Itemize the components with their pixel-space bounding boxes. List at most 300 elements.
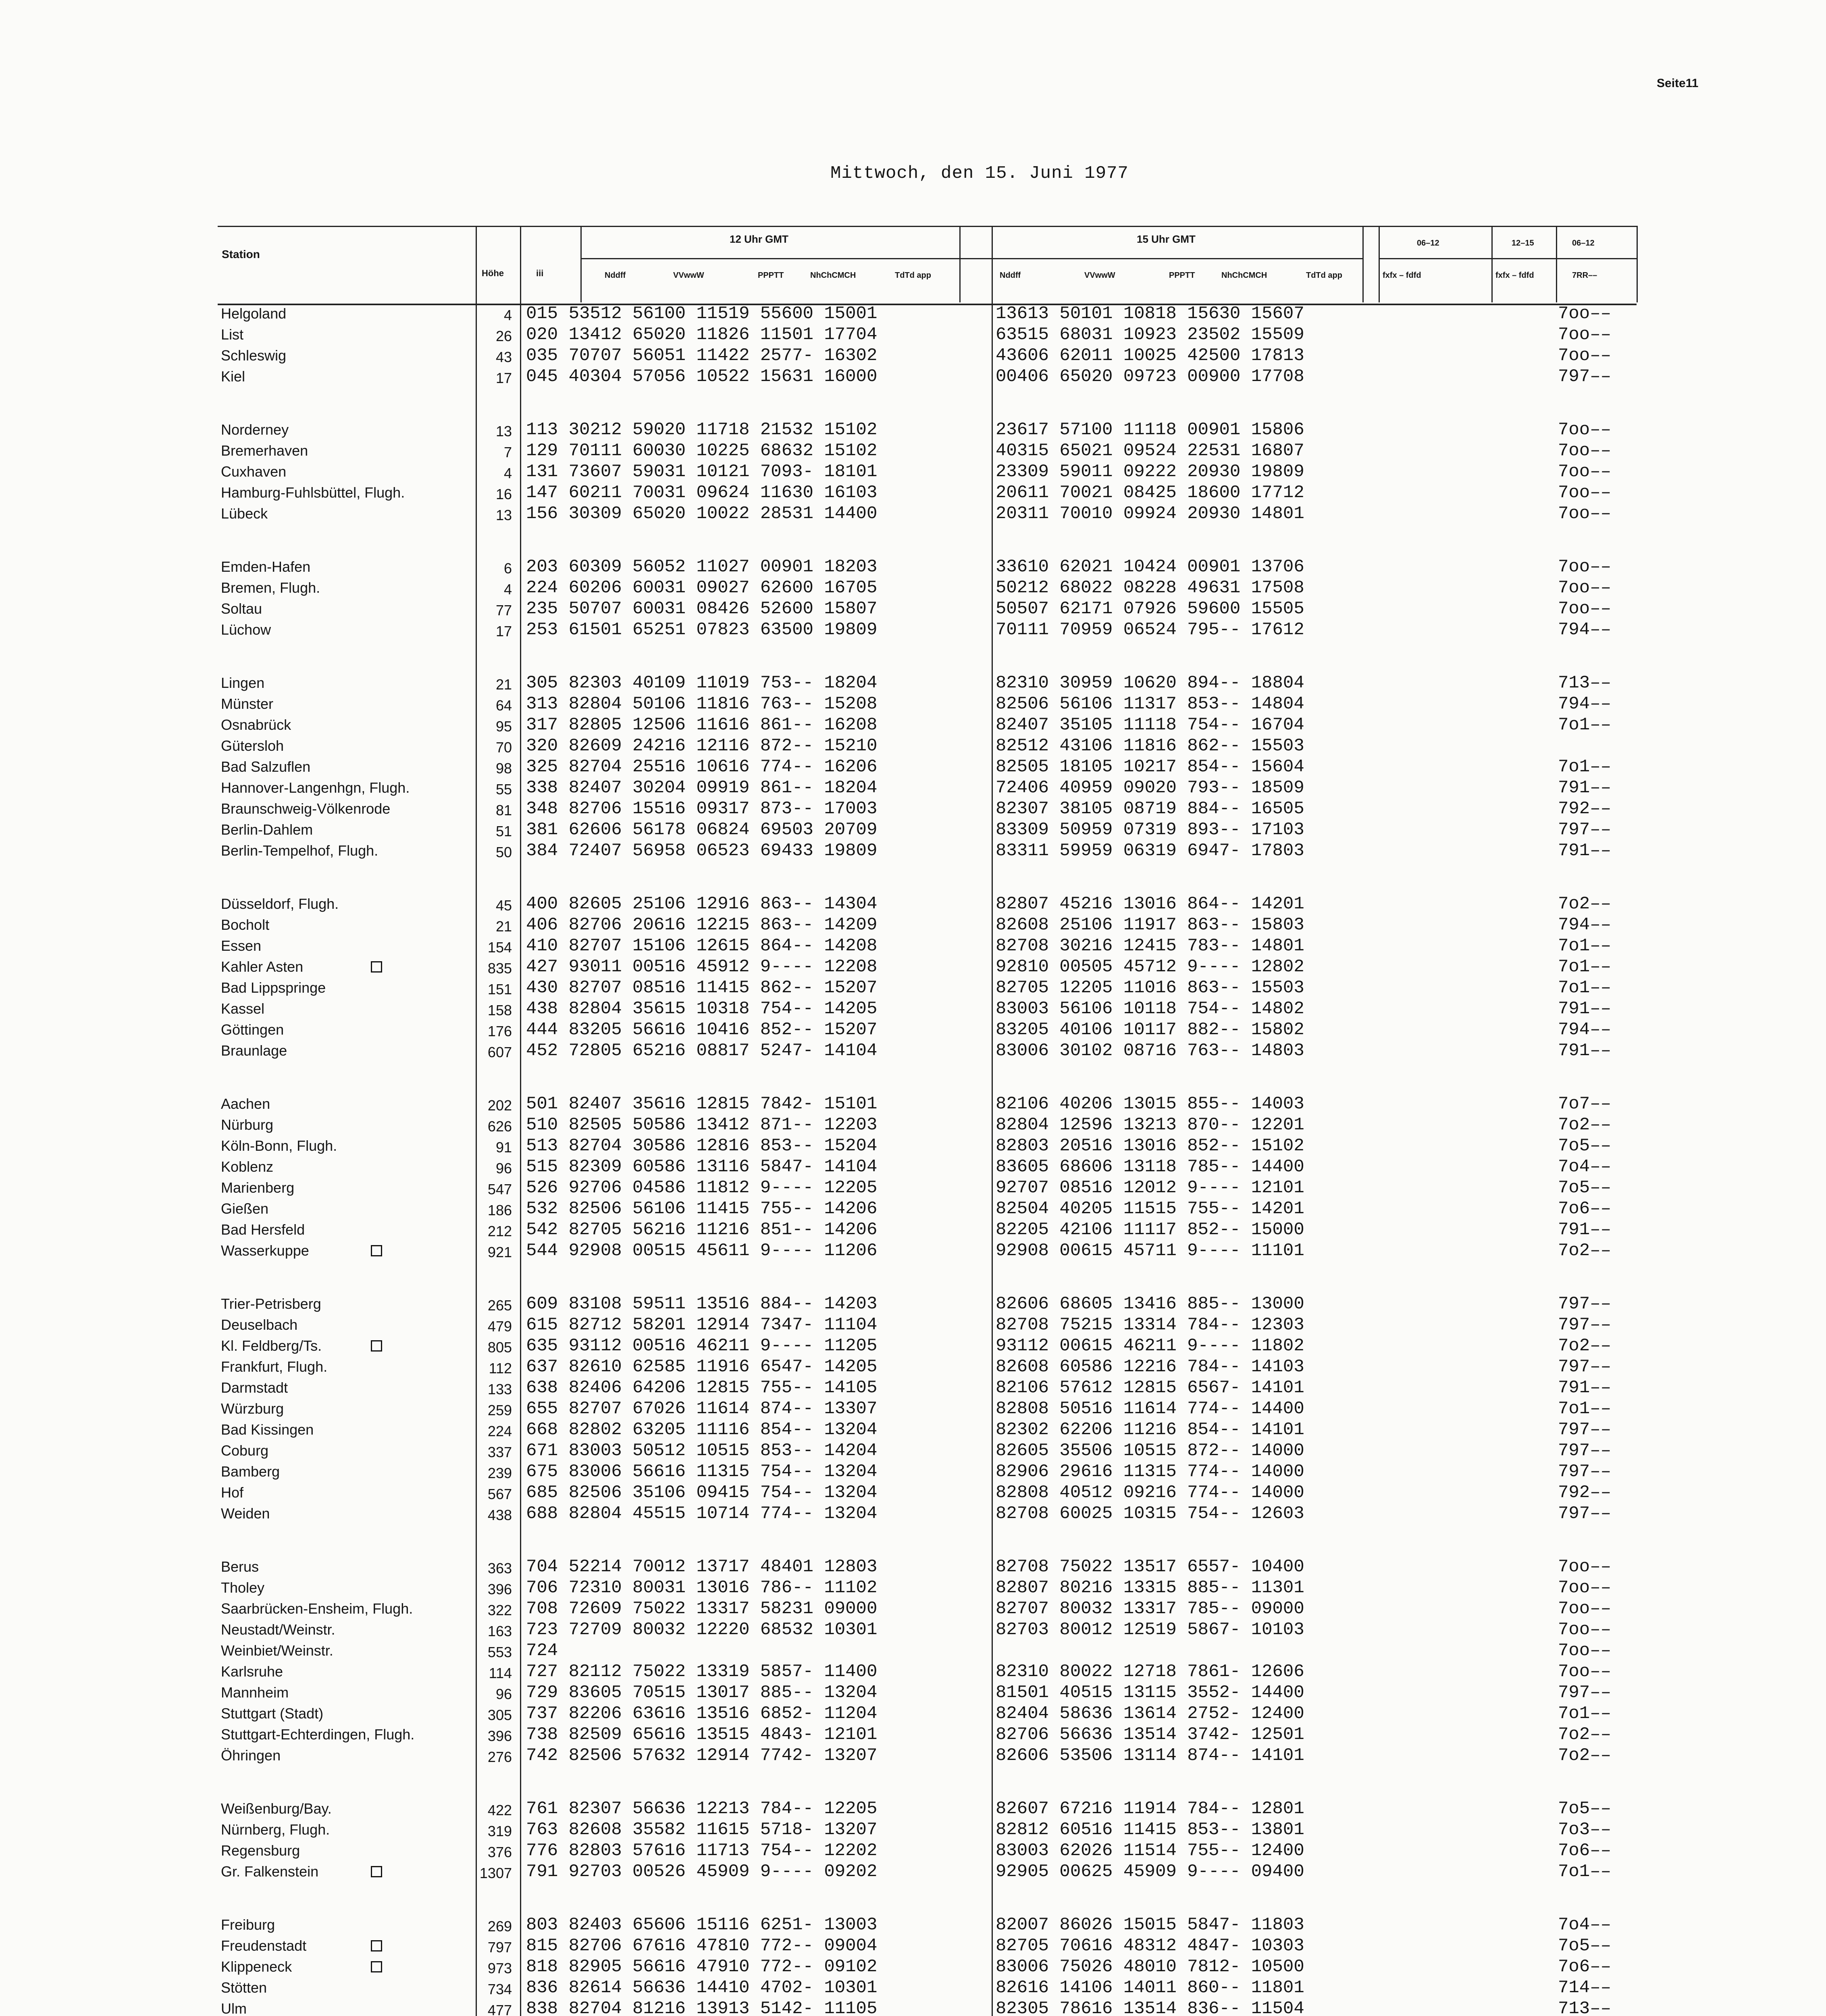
- table-row: [221, 1840, 463, 1861]
- precip-group: 797––: [1558, 1420, 1612, 1440]
- table-row: [221, 1482, 463, 1503]
- header-12-nddff: Nddff: [605, 271, 626, 280]
- obs-15-utc: 13613 50101 10818 15630 15607: [996, 304, 1304, 324]
- obs-12-utc: 737 82206 63616 13516 6852- 11204: [526, 1704, 878, 1724]
- precip-group: 7o5––: [1558, 1799, 1612, 1819]
- station-name: Wasserkuppe: [221, 1242, 309, 1259]
- station-elevation: 363: [487, 1560, 512, 1577]
- obs-15-utc: 82705 70616 48312 4847- 10303: [996, 1936, 1304, 1956]
- obs-12-utc: 129 70111 60030 10225 68632 15102: [526, 441, 878, 461]
- precip-group: 791––: [1558, 1041, 1612, 1061]
- obs-12-utc: 803 82403 65606 15116 6251- 13003: [526, 1915, 878, 1935]
- station-name: Hannover-Langenhgn, Flugh.: [221, 779, 410, 796]
- column-divider-p3: [1556, 226, 1557, 302]
- station-elevation: 114: [489, 1665, 512, 1681]
- table-row: [221, 1619, 463, 1640]
- obs-12-utc: 384 72407 56958 06523 69433 19809: [526, 841, 878, 861]
- obs-15-utc: 82007 86026 15015 5847- 11803: [996, 1915, 1304, 1935]
- precip-group: 797––: [1558, 1315, 1612, 1335]
- obs-12-utc: 724: [526, 1641, 558, 1661]
- station-group: [221, 556, 463, 640]
- station-name: Hof: [221, 1484, 244, 1501]
- table-row: [221, 1461, 463, 1482]
- station-name: Frankfurt, Flugh.: [221, 1358, 328, 1375]
- table-row: [221, 1019, 463, 1040]
- precip-group: 713––: [1558, 673, 1612, 693]
- station-name: Lübeck: [221, 505, 268, 522]
- station-elevation: 835: [487, 960, 512, 977]
- station-name: Stuttgart (Stadt): [221, 1705, 324, 1722]
- obs-15-utc: 82804 12596 13213 870-- 12201: [996, 1115, 1304, 1135]
- table-row: [221, 935, 463, 956]
- station-name: Kiel: [221, 368, 245, 385]
- precip-group: 7o2––: [1558, 1115, 1612, 1135]
- column-divider-15h: [1362, 226, 1364, 302]
- obs-15-utc: 82807 45216 13016 864-- 14201: [996, 894, 1304, 914]
- precip-group: 7oo––: [1558, 420, 1612, 440]
- obs-15-utc: 82305 78616 13514 836-- 11504: [996, 1999, 1304, 2016]
- station-elevation: 276: [487, 1749, 512, 1765]
- obs-15-utc: 92707 08516 12012 9---- 12101: [996, 1178, 1304, 1198]
- header-station: Station: [222, 248, 260, 260]
- precip-group: 7o1––: [1558, 978, 1612, 998]
- station-elevation: 1307: [479, 1865, 512, 1881]
- obs-12-utc: 526 92706 04586 11812 9---- 12205: [526, 1178, 878, 1198]
- precip-group: 7oo––: [1558, 599, 1612, 619]
- precip-group: 7o5––: [1558, 1936, 1612, 1956]
- obs-12-utc: 723 72709 80032 12220 68532 10301: [526, 1620, 878, 1640]
- obs-15-utc: 82504 40205 11515 755-- 14201: [996, 1199, 1304, 1219]
- table-row: [221, 1240, 463, 1261]
- precip-group: 791––: [1558, 999, 1612, 1019]
- station-elevation: 50: [495, 844, 512, 860]
- station-elevation: 265: [487, 1297, 512, 1314]
- precip-group: 791––: [1558, 778, 1612, 798]
- station-name: Neustadt/Weinstr.: [221, 1621, 335, 1638]
- obs-12-utc: 045 40304 57056 10522 15631 16000: [526, 367, 878, 387]
- obs-12-utc: 532 82506 56106 11415 755-- 14206: [526, 1199, 878, 1219]
- obs-15-utc: 82505 18105 10217 854-- 15604: [996, 757, 1304, 777]
- table-row: [221, 735, 463, 756]
- table-row: [221, 1219, 463, 1240]
- obs-15-utc: 82803 20516 13016 852-- 15102: [996, 1136, 1304, 1156]
- table-row: [221, 1198, 463, 1219]
- station-elevation: 133: [487, 1381, 512, 1397]
- obs-12-utc: 738 82509 65616 13515 4843- 12101: [526, 1724, 878, 1745]
- table-row: [221, 1293, 463, 1314]
- square-icon: [371, 1340, 382, 1352]
- obs-12-utc: 729 83605 70515 13017 885-- 13204: [526, 1683, 878, 1703]
- precip-group: 7oo––: [1558, 462, 1612, 482]
- station-name: Berlin-Dahlem: [221, 821, 313, 838]
- hoehe-group: [460, 1798, 512, 1882]
- obs-12-utc: 544 92908 00515 45611 9---- 11206: [526, 1241, 878, 1261]
- station-name: Norderney: [221, 421, 289, 438]
- obs-12-utc: 406 82706 20616 12215 863-- 14209: [526, 915, 878, 935]
- precip-group: 797––: [1558, 820, 1612, 840]
- header-12-dewpoint: TdTd app: [895, 271, 931, 280]
- obs-15-utc: 82705 12205 11016 863-- 15503: [996, 978, 1304, 998]
- header-subrule: [580, 258, 1362, 259]
- table-row: [221, 503, 463, 524]
- obs-15-utc: 82607 67216 11914 784-- 12801: [996, 1799, 1304, 1819]
- station-elevation: 96: [495, 1160, 512, 1177]
- table-row: [221, 1640, 463, 1661]
- station-name: Lingen: [221, 675, 265, 691]
- station-elevation: 55: [495, 781, 512, 798]
- obs-15-utc: 23617 57100 11118 00901 15806: [996, 420, 1304, 440]
- obs-15-utc: 82606 68605 13416 885-- 13000: [996, 1294, 1304, 1314]
- obs-15-utc: 82808 40512 09216 774-- 14000: [996, 1483, 1304, 1503]
- obs-15-utc: 83003 56106 10118 754-- 14802: [996, 999, 1304, 1019]
- precip-group: 7oo––: [1558, 325, 1612, 345]
- table-row: [221, 977, 463, 998]
- header-12-ppptt: PPPTT: [758, 271, 784, 280]
- station-name: Gießen: [221, 1200, 269, 1217]
- station-name: Freiburg: [221, 1916, 275, 1933]
- station-name: Bad Kissingen: [221, 1421, 314, 1438]
- precip-group: 7o1––: [1558, 1862, 1612, 1882]
- header-15-uhr: 15 Uhr GMT: [1137, 233, 1196, 245]
- station-elevation: 4: [503, 581, 512, 598]
- header-15-clouds: NhChCMCH: [1221, 271, 1267, 280]
- obs-12-utc: 818 82905 56616 47910 772-- 09102: [526, 1957, 878, 1977]
- hoehe-column: [460, 303, 512, 2016]
- header-period-12-15: 12–15: [1512, 239, 1534, 248]
- station-name: Würzburg: [221, 1400, 284, 1417]
- station-group: [221, 1556, 463, 1766]
- hoehe-group: [460, 1556, 512, 1766]
- obs-12-utc: 815 82706 67616 47810 772-- 09004: [526, 1936, 878, 1956]
- station-elevation: 422: [487, 1802, 512, 1818]
- table-row: [221, 1682, 463, 1703]
- table-row: [221, 1935, 463, 1956]
- precip-group: 7oo––: [1558, 1662, 1612, 1682]
- obs-12-utc: 501 82407 35616 12815 7842- 15101: [526, 1094, 878, 1114]
- table-row: [221, 598, 463, 619]
- obs-15-utc: 72406 40959 09020 793-- 18509: [996, 778, 1304, 798]
- station-elevation: 21: [495, 918, 512, 935]
- obs-15-utc: 82106 40206 13015 855-- 14003: [996, 1094, 1304, 1114]
- station-column: [221, 303, 463, 2016]
- station-name: Ulm: [221, 2000, 247, 2016]
- table-row: [221, 1440, 463, 1461]
- precip-group: 792––: [1558, 799, 1612, 819]
- obs-12-utc: 668 82802 63205 11116 854-- 13204: [526, 1420, 878, 1440]
- station-group: [221, 673, 463, 861]
- station-name: Braunschweig-Völkenrode: [221, 800, 391, 817]
- obs-12-utc: 637 82610 62585 11916 6547- 14205: [526, 1357, 878, 1377]
- obs-15-utc: 20311 70010 09924 20930 14801: [996, 504, 1304, 524]
- obs-12-utc: 203 60309 56052 11027 00901 18203: [526, 557, 878, 577]
- table-row: [221, 714, 463, 735]
- precip-group: 791––: [1558, 1378, 1612, 1398]
- station-name: Lüchow: [221, 621, 271, 638]
- obs-12-utc: 430 82707 08516 11415 862-- 15207: [526, 978, 878, 998]
- station-name: Berus: [221, 1558, 259, 1575]
- precip-group: 7o2––: [1558, 1745, 1612, 1766]
- header-precip: 7RR––: [1572, 271, 1597, 280]
- station-elevation: 45: [495, 897, 512, 914]
- obs-12-utc: 235 50707 60031 08426 52600 15807: [526, 599, 878, 619]
- station-elevation: 91: [495, 1139, 512, 1156]
- table-row: [221, 840, 463, 861]
- station-name: Berlin-Tempelhof, Flugh.: [221, 842, 379, 859]
- station-elevation: 973: [487, 1960, 512, 1976]
- station-name: Öhringen: [221, 1747, 281, 1764]
- obs-12-utc: 427 93011 00516 45912 9---- 12208: [526, 957, 878, 977]
- obs-12-utc: 704 52214 70012 13717 48401 12803: [526, 1557, 878, 1577]
- precip-group: 7oo––: [1558, 557, 1612, 577]
- station-elevation: 17: [495, 370, 512, 386]
- station-elevation: 17: [495, 623, 512, 639]
- header-gust-1: fxfx – fdfd: [1383, 271, 1421, 280]
- obs-15-utc: 92810 00505 45712 9---- 12802: [996, 957, 1304, 977]
- station-name: Bremerhaven: [221, 442, 308, 459]
- obs-12-utc: 836 82614 56636 14410 4702- 10301: [526, 1978, 878, 1998]
- precip-group: 7o6––: [1558, 1841, 1612, 1861]
- header-12-clouds: NhChCMCH: [810, 271, 856, 280]
- station-name: Koblenz: [221, 1158, 274, 1175]
- table-row: [221, 619, 463, 640]
- obs-12-utc: 400 82605 25106 12916 863-- 14304: [526, 894, 878, 914]
- obs-12-utc: 113 30212 59020 11718 21532 15102: [526, 420, 878, 440]
- station-name: Osnabrück: [221, 716, 291, 733]
- station-elevation: 95: [495, 718, 512, 735]
- header-iii: iii: [536, 268, 544, 278]
- station-name: Hamburg-Fuhlsbüttel, Flugh.: [221, 484, 405, 501]
- station-group: [221, 1093, 463, 1261]
- precip-group: 7o5––: [1558, 1178, 1612, 1198]
- obs-12-utc: 444 83205 56616 10416 852-- 15207: [526, 1020, 878, 1040]
- station-elevation: 224: [487, 1423, 512, 1439]
- obs-12-utc: 742 82506 57632 12914 7742- 13207: [526, 1745, 878, 1766]
- station-elevation: 7: [503, 444, 512, 460]
- station-name: Bocholt: [221, 916, 270, 933]
- station-elevation: 163: [487, 1623, 512, 1639]
- obs-12-utc: 763 82608 35582 11615 5718- 13207: [526, 1820, 878, 1840]
- station-name: Gr. Falkenstein: [221, 1863, 319, 1880]
- station-elevation: 921: [487, 1244, 512, 1260]
- table-header-frame: [218, 226, 1637, 305]
- station-elevation: 239: [487, 1465, 512, 1481]
- obs-15-utc: 92908 00615 45711 9---- 11101: [996, 1241, 1304, 1261]
- station-elevation: 4: [503, 307, 512, 323]
- table-row: [221, 1556, 463, 1577]
- station-elevation: 212: [487, 1223, 512, 1239]
- station-name: Schleswig: [221, 347, 287, 364]
- precip-group: 7oo––: [1558, 1641, 1612, 1661]
- station-name: Weiden: [221, 1505, 270, 1522]
- obs-15-utc: 33610 62021 10424 00901 13706: [996, 557, 1304, 577]
- station-elevation: 479: [487, 1318, 512, 1335]
- precip-group: 797––: [1558, 367, 1612, 387]
- table-row: [221, 1156, 463, 1177]
- obs-15-utc: 82608 60586 12216 784-- 14103: [996, 1357, 1304, 1377]
- obs-12-utc: 513 82704 30586 12816 853-- 15204: [526, 1136, 878, 1156]
- table-row: [221, 1861, 463, 1882]
- station-name: Soltau: [221, 600, 262, 617]
- table-row: [221, 1356, 463, 1377]
- station-elevation: 396: [487, 1728, 512, 1744]
- hoehe-group: [460, 556, 512, 640]
- station-name: Freudenstadt: [221, 1937, 307, 1954]
- table-row: [221, 798, 463, 819]
- table-row: [221, 756, 463, 777]
- obs-12-utc: 438 82804 35615 10318 754-- 14205: [526, 999, 878, 1019]
- station-elevation: 186: [487, 1202, 512, 1218]
- precip-group: 7o4––: [1558, 1915, 1612, 1935]
- precip-group: 791––: [1558, 1220, 1612, 1240]
- precip-group: 7oo––: [1558, 346, 1612, 366]
- station-group: [221, 1914, 463, 2016]
- station-name: Mannheim: [221, 1684, 289, 1701]
- table-row: [221, 577, 463, 598]
- station-name: Stuttgart-Echterdingen, Flugh.: [221, 1726, 415, 1743]
- station-elevation: 376: [487, 1844, 512, 1860]
- precip-group: 791––: [1558, 841, 1612, 861]
- obs-12-utc: 305 82303 40109 11019 753-- 18204: [526, 673, 878, 693]
- station-name: Weißenburg/Bay.: [221, 1800, 332, 1817]
- obs-15-utc: 82608 25106 11917 863-- 15803: [996, 915, 1304, 935]
- header-15-ppptt: PPPTT: [1169, 271, 1195, 280]
- table-row: [221, 1398, 463, 1419]
- station-elevation: 81: [495, 802, 512, 818]
- obs-12-utc: 131 73607 59031 10121 7093- 18101: [526, 462, 878, 482]
- obs-15-utc: 82808 50516 11614 774-- 14400: [996, 1399, 1304, 1419]
- obs-12-utc: 510 82505 50586 13412 871-- 12203: [526, 1115, 878, 1135]
- station-name: Nürnberg, Flugh.: [221, 1821, 330, 1838]
- obs-15-utc: 63515 68031 10923 23502 15509: [996, 325, 1304, 345]
- precip-group: 797––: [1558, 1683, 1612, 1703]
- table-row: [221, 482, 463, 503]
- station-name: Coburg: [221, 1442, 269, 1459]
- table-row: [221, 819, 463, 840]
- precip-group: 7o2––: [1558, 1336, 1612, 1356]
- table-row: [221, 556, 463, 577]
- precip-group: 7oo––: [1558, 578, 1612, 598]
- station-group: [221, 893, 463, 1061]
- obs-15-utc: 82205 42106 11117 852-- 15000: [996, 1220, 1304, 1240]
- station-group: [221, 419, 463, 524]
- table-row: [221, 1661, 463, 1682]
- obs-12-utc: 381 62606 56178 06824 69503 20709: [526, 820, 878, 840]
- obs-15-utc: 50507 62171 07926 59600 15505: [996, 599, 1304, 619]
- precip-group: 7o6––: [1558, 1199, 1612, 1219]
- table-row: [221, 324, 463, 345]
- table-row: [221, 345, 463, 366]
- precip-group: 794––: [1558, 620, 1612, 640]
- obs-12-utc: 685 82506 35106 09415 754-- 13204: [526, 1483, 878, 1503]
- column-divider-p1: [1379, 226, 1380, 302]
- hoehe-group: [460, 893, 512, 1061]
- precip-group: 794––: [1558, 915, 1612, 935]
- station-elevation: 176: [487, 1023, 512, 1039]
- table-row: [221, 1798, 463, 1819]
- obs-15-utc: 82407 35105 11118 754-- 16704: [996, 715, 1304, 735]
- obs-15-utc: 43606 62011 10025 42500 17813: [996, 346, 1304, 366]
- station-elevation: 26: [495, 328, 512, 344]
- station-elevation: 112: [489, 1360, 512, 1377]
- header-12-uhr: 12 Uhr GMT: [730, 233, 788, 245]
- station-elevation: 797: [487, 1939, 512, 1956]
- station-group: [221, 303, 463, 387]
- table-row: [221, 1177, 463, 1198]
- header-period-06-12b: 06–12: [1572, 239, 1595, 248]
- obs-15-utc: 82708 60025 10315 754-- 12603: [996, 1504, 1304, 1524]
- table-row: [221, 1914, 463, 1935]
- station-name: Braunlage: [221, 1042, 287, 1059]
- obs-15-utc: 83605 68606 13118 785-- 14400: [996, 1157, 1304, 1177]
- square-icon: [371, 1866, 382, 1877]
- station-elevation: 626: [487, 1118, 512, 1135]
- hoehe-group: [460, 1914, 512, 2016]
- table-row: [221, 461, 463, 482]
- obs-12-utc: 727 82112 75022 13319 5857- 11400: [526, 1662, 878, 1682]
- station-elevation: 805: [487, 1339, 512, 1356]
- station-elevation: 13: [495, 423, 512, 439]
- obs-15-utc: 82906 29616 11315 774-- 14000: [996, 1462, 1304, 1482]
- table-row: [221, 1577, 463, 1598]
- obs-12-utc: 020 13412 65020 11826 11501 17704: [526, 325, 878, 345]
- obs-12-utc: 410 82707 15106 12615 864-- 14208: [526, 936, 878, 956]
- obs-12-utc: 156 30309 65020 10022 28531 14400: [526, 504, 878, 524]
- obs-12-utc: 320 82609 24216 12116 872-- 15210: [526, 736, 878, 756]
- obs-15-utc: 83006 75026 48010 7812- 10500: [996, 1957, 1304, 1977]
- obs-15-utc: 00406 65020 09723 00900 17708: [996, 367, 1304, 387]
- table-row: [221, 1093, 463, 1114]
- table-row: [221, 1314, 463, 1335]
- obs-15-utc: 82310 80022 12718 7861- 12606: [996, 1662, 1304, 1682]
- column-divider-p2: [1491, 226, 1493, 302]
- precip-group: 7o7––: [1558, 1094, 1612, 1114]
- station-name: Bad Lippspringe: [221, 979, 326, 996]
- precip-group: 797––: [1558, 1441, 1612, 1461]
- station-elevation: 158: [487, 1002, 512, 1018]
- obs-12-utc: 515 82309 60586 13116 5847- 14104: [526, 1157, 878, 1177]
- station-elevation: 438: [487, 1507, 512, 1523]
- precip-group: 714––: [1558, 1978, 1612, 1998]
- obs-12-utc: 671 83003 50512 10515 853-- 14204: [526, 1441, 878, 1461]
- precip-group: 7o1––: [1558, 757, 1612, 777]
- obs-12-utc: 325 82704 25516 10616 774-- 16206: [526, 757, 878, 777]
- table-row: [221, 1114, 463, 1135]
- obs-15-utc: 82106 57612 12815 6567- 14101: [996, 1378, 1304, 1398]
- table-row: [221, 1419, 463, 1440]
- obs-12-utc: 615 82712 58201 12914 7347- 11104: [526, 1315, 878, 1335]
- table-row: [221, 366, 463, 387]
- obs-12-utc: 338 82407 30204 09919 861-- 18204: [526, 778, 878, 798]
- table-row: [221, 1335, 463, 1356]
- obs-12-utc: 348 82706 15516 09317 873-- 17003: [526, 799, 878, 819]
- table-row: [221, 1703, 463, 1724]
- station-elevation: 477: [487, 2002, 512, 2016]
- obs-12-utc: 638 82406 64206 12815 755-- 14105: [526, 1378, 878, 1398]
- precip-group: 7o4––: [1558, 1157, 1612, 1177]
- station-elevation: 43: [495, 349, 512, 365]
- obs-15-utc: 50212 68022 08228 49631 17508: [996, 578, 1304, 598]
- obs-15-utc: 82506 56106 11317 853-- 14804: [996, 694, 1304, 714]
- station-name: Kahler Asten: [221, 958, 304, 975]
- station-name: Bad Hersfeld: [221, 1221, 305, 1238]
- obs-15-utc: 82703 80012 12519 5867- 10103: [996, 1620, 1304, 1640]
- station-group: [221, 1798, 463, 1882]
- obs-15-utc: 82302 62206 11216 854-- 14101: [996, 1420, 1304, 1440]
- station-name: Köln-Bonn, Flugh.: [221, 1137, 337, 1154]
- precip-group: 7o1––: [1558, 1704, 1612, 1724]
- header-15-vvwww: VVwwW: [1084, 271, 1115, 280]
- station-elevation: 734: [487, 1981, 512, 1997]
